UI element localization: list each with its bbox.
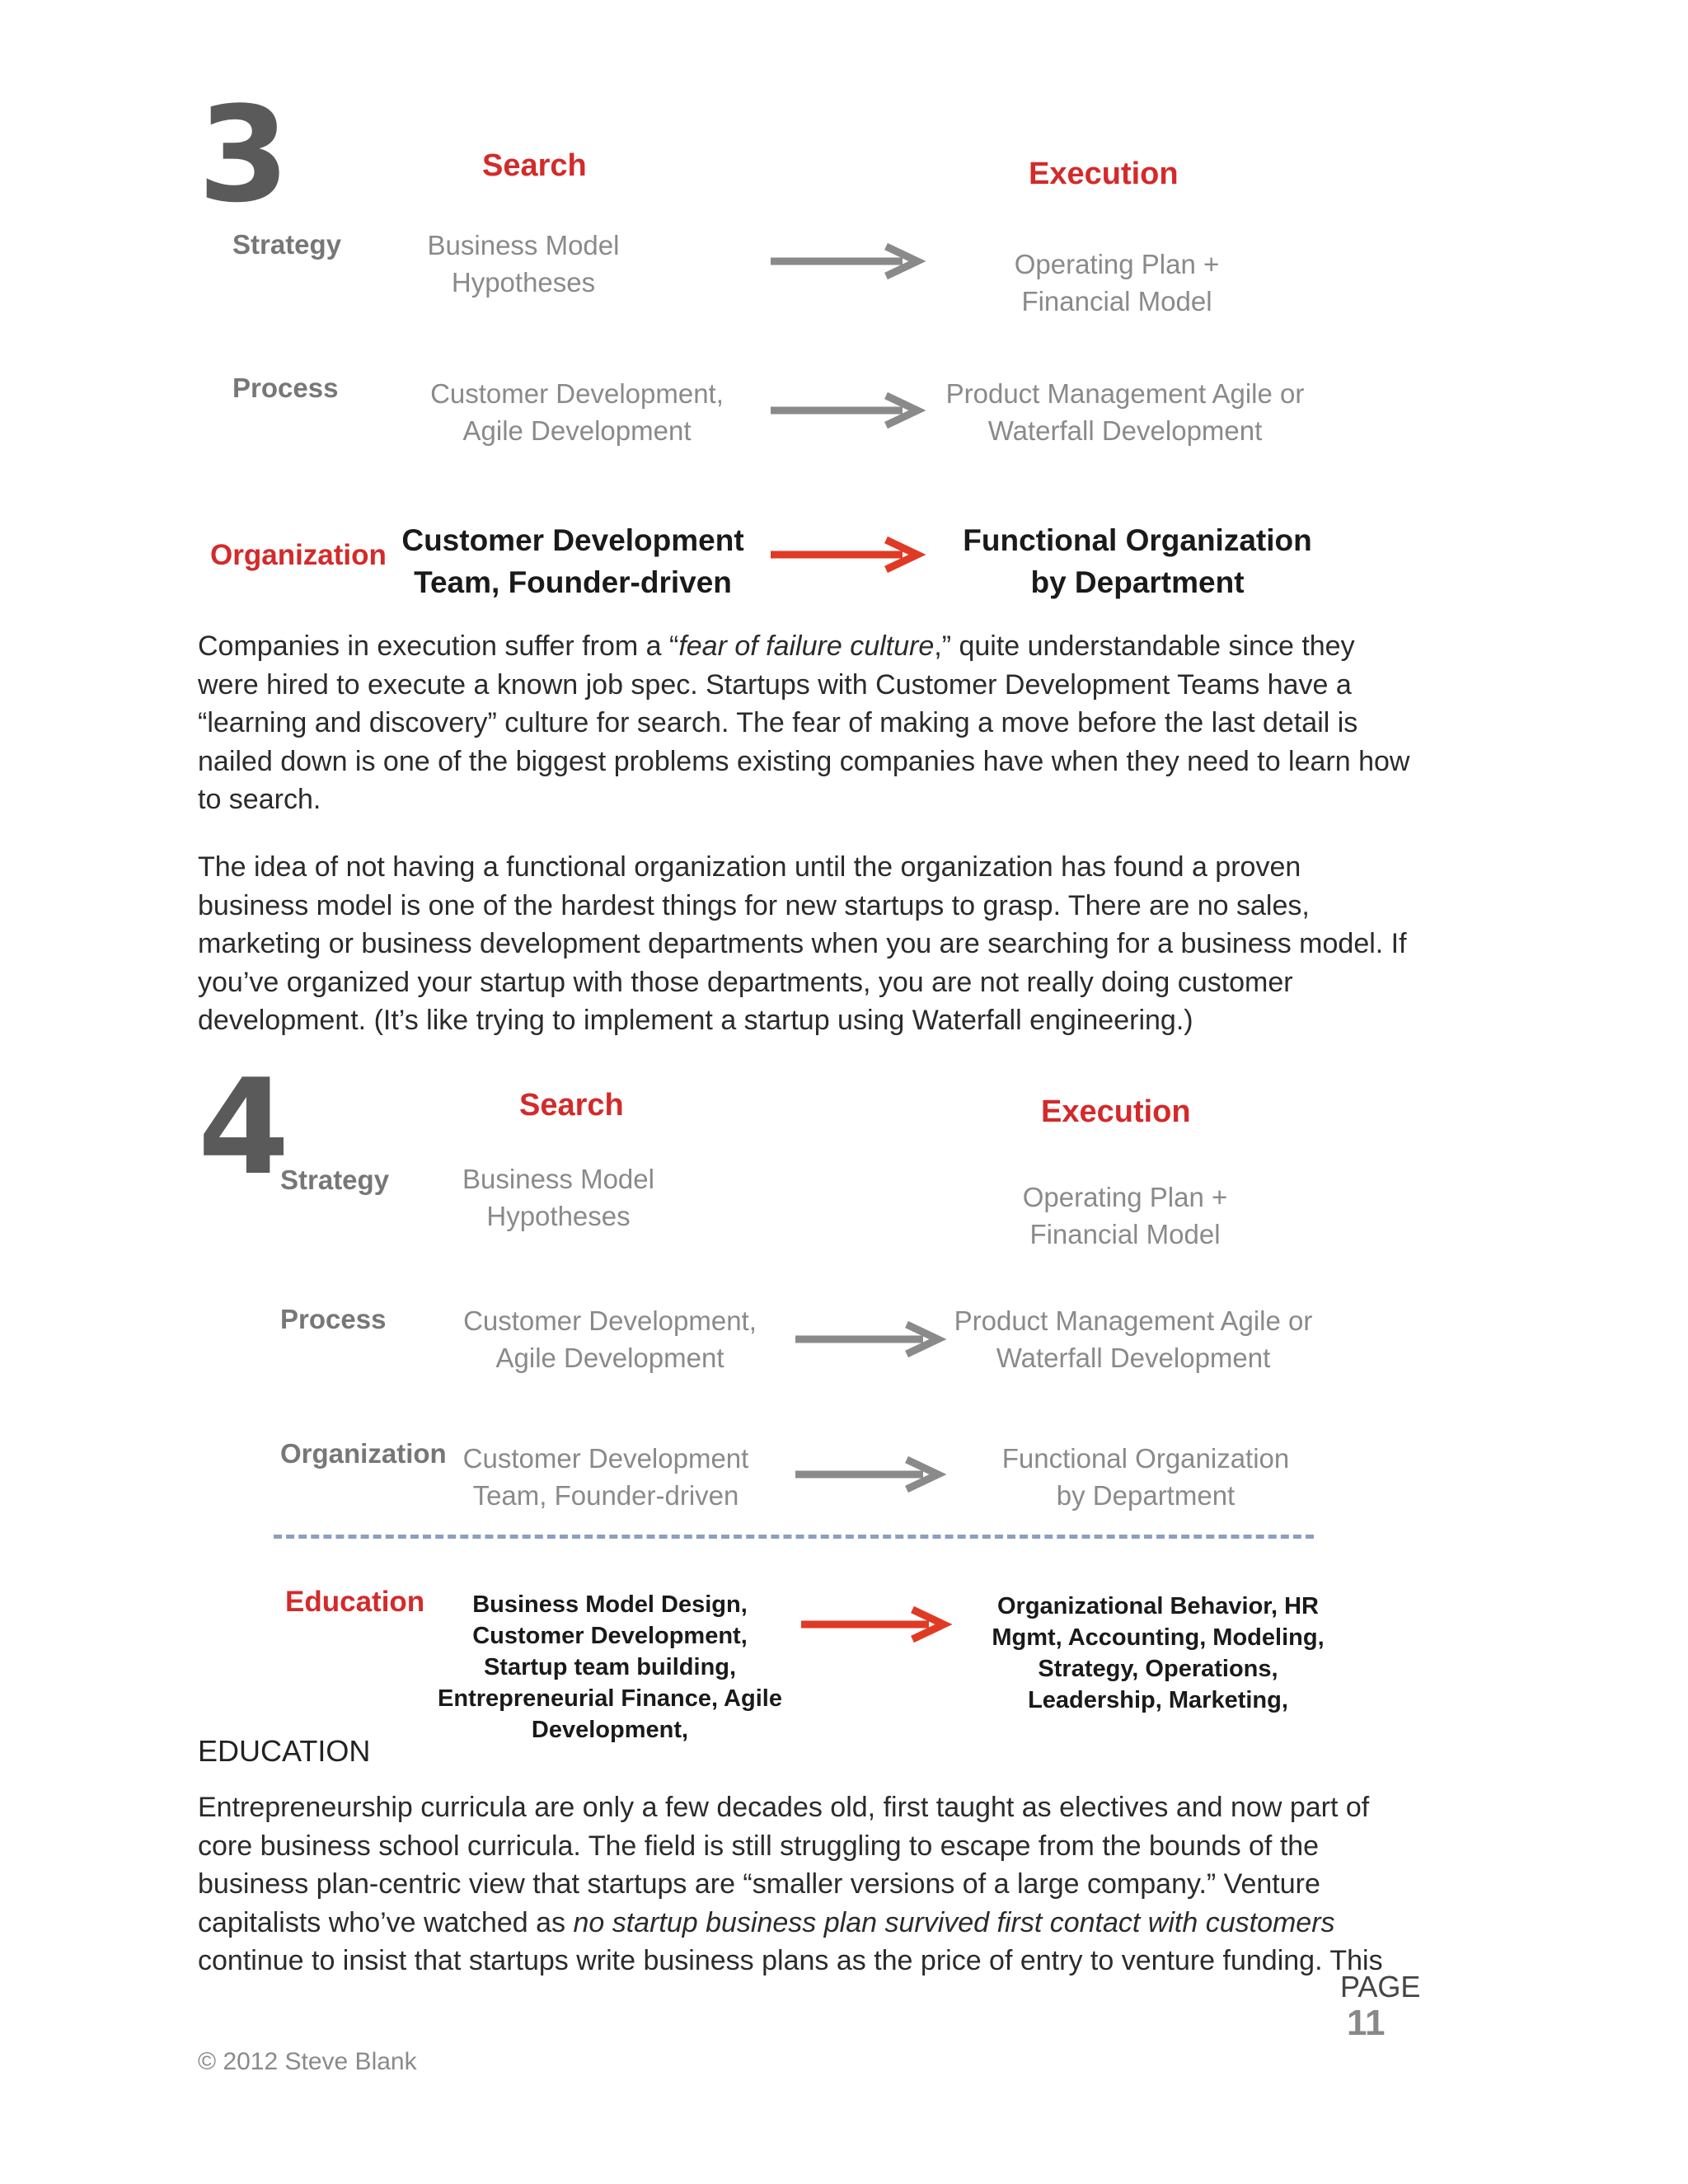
strategy-execution-cell: Operating Plan + Financial Model	[1014, 249, 1220, 316]
education-execution-cell: Organizational Behavior, HR Mgmt, Accounting, Modeling, Strategy, Operations, Leadership, Marketing,	[992, 1593, 1325, 1713]
para1-text-end: ,” quite understandable since they were hired to execute a known job spec. Startups with Customer Development Teams have a “learning and discovery” culture for search. The fear of making a move before the last detail is nailed down is one of the biggest problems existing companies have when they need to learn how to search.	[198, 630, 1410, 815]
row-label-education: Education	[285, 1586, 425, 1618]
search-column-header: Search	[519, 1088, 624, 1122]
row-label-organization: Organization	[280, 1438, 447, 1469]
arrow-process	[795, 1322, 944, 1357]
strategy-execution-cell: Operating Plan + Financial Model	[1022, 1182, 1228, 1249]
process-execution-cell: Product Management Agile or Waterfall Development	[954, 1305, 1313, 1373]
organization-execution-cell: Functional Organization by Department	[963, 523, 1312, 599]
arrow-organization	[795, 1457, 944, 1492]
organization-search-cell: Customer Development Team, Founder-driven	[401, 523, 744, 599]
section-heading-education: EDUCATION	[198, 1734, 371, 1768]
row-label-process: Process	[280, 1304, 387, 1334]
row-label-organization: Organization	[210, 539, 387, 571]
arrow-education	[801, 1607, 950, 1642]
process-search-cell: Customer Development, Agile Development	[430, 378, 724, 446]
paragraph-education	[198, 1788, 1418, 1980]
strategy-search-cell: Business Model Hypotheses	[427, 230, 620, 298]
figure-number: 3	[198, 77, 290, 232]
organization-execution-cell: Functional Organization by Department	[1001, 1443, 1290, 1511]
page-label: PAGE	[1340, 1970, 1421, 2004]
row-label-strategy: Strategy	[232, 229, 342, 260]
organization-search-cell: Customer Development Team, Founder-driven	[462, 1443, 749, 1511]
strategy-search-cell: Business Model Hypotheses	[462, 1164, 654, 1231]
copyright-notice: © 2012 Steve Blank	[198, 2048, 417, 2075]
paragraph-functional-organization: The idea of not having a functional organization until the organization has found a proven business model is one of the hardest things for new startups to grasp. There are no sales, marketing or business development departments when you are searching for a business model. If you’ve organized your startup with those departments, you are not really doing customer development. (It’s like trying to implement a startup using Waterfall engineering.)	[198, 851, 1407, 1036]
execution-column-header: Execution	[1029, 157, 1179, 191]
para3-text-start: Entrepreneurship curricula are only a few decades old, first taught as electives and now part of core business school curricula. The field is still struggling to escape from the bounds of the business plan-centric view that startups are “smaller versions of a large company.” Venture capitalists who’ve watched as	[198, 1792, 1370, 1938]
para3-text-end: continue to insist that startups write business plans as the price of entry to venture funding. This	[198, 1945, 1383, 1976]
process-execution-cell: Product Management Agile or Waterfall Development	[945, 378, 1305, 446]
arrow-process	[771, 393, 923, 428]
arrow-strategy	[771, 244, 923, 279]
execution-column-header: Execution	[1041, 1094, 1191, 1129]
row-label-process: Process	[232, 373, 339, 403]
paragraph-fear-of-failure	[198, 627, 1418, 819]
page-number: 11	[1347, 2003, 1386, 2043]
figure-number: 4	[198, 1050, 290, 1204]
search-column-header: Search	[482, 148, 587, 183]
para3-italic-phrase: no startup business plan survived first contact with customers	[573, 1906, 1335, 1938]
row-label-strategy: Strategy	[280, 1165, 390, 1195]
dashed-divider	[274, 1535, 1314, 1539]
para1-italic-phrase: fear of failure culture	[678, 630, 935, 662]
education-search-cell: Business Model Design, Customer Development, Startup team building, Entrepreneurial Finance, Agile Development,	[438, 1591, 782, 1743]
process-search-cell: Customer Development, Agile Development	[463, 1305, 757, 1373]
para1-text-start: Companies in execution suffer from a “	[198, 630, 679, 662]
arrow-organization	[771, 537, 923, 572]
